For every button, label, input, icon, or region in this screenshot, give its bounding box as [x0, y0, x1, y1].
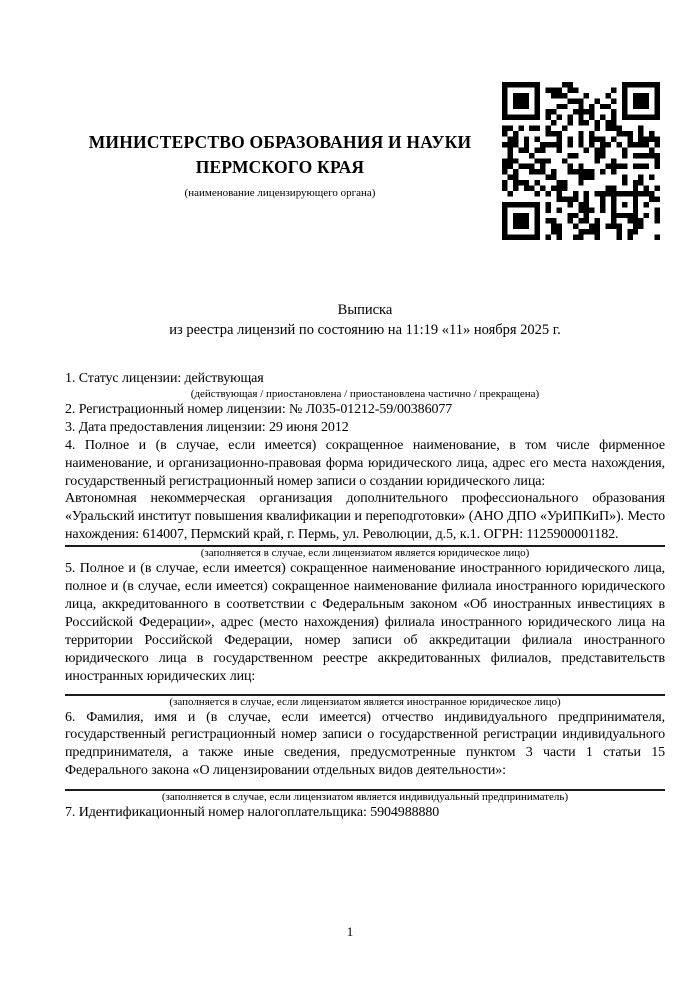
- ministry-name-line1: МИНИСТЕРСТВО ОБРАЗОВАНИЯ И НАУКИ: [88, 132, 472, 152]
- item-1-license-status: 1. Статус лицензии: действующая: [65, 371, 264, 386]
- item-4-caption: (заполняется в случае, если лицензиатом является юридическое лицо): [200, 547, 530, 560]
- document-title: [65, 300, 665, 340]
- item-1-caption: (действующая / приостановлена / приостановлена частично / прекращена): [190, 387, 540, 400]
- item-7-taxpayer-id: 7. Идентификационный номер налогоплательщика: 5904988880: [65, 805, 440, 821]
- item-4-legal-entity-value: Автономная некоммерческая организация дополнительного профессионального образования «Уральский институт повышения квалификации и переподготовки» (АНО ДПО «УрИПКиП»). Место нахождения: 614007, Пермский край, г. Пермь, ул. Революции, д.5, к.1. ОГРН: 1125900001182.: [65, 491, 665, 543]
- ministry-caption: (наименование лицензирующего органа): [184, 187, 376, 199]
- page-number: 1: [346, 924, 354, 939]
- item-5-foreign-entity: 5. Полное и (в случае, если имеется) сокращенное наименование иностранного юридического лица, полное и (в случае, если имеется) сокращенное наименование филиала иностранного юридического лица, аккредитованного в соответствии с Федеральным законом «Об иностранных инвестициях в Российской Федерации», адрес (место нахождения) филиала иностранного юридического лица на территории Российской Федерации, номер записи об аккредитации филиала иностранного юридического лица в государственном реестре аккредитованных филиалов, представительств иностранных юридических лиц:: [65, 561, 665, 684]
- ministry-name: [65, 130, 495, 180]
- item-2-registration-number: 2. Регистрационный номер лицензии: № Л035-01212-59/00386077: [65, 401, 453, 417]
- item-4-legal-entity-label: 4. Полное и (в случае, если имеется) сокращенное наименование, в том числе фирменное наименование, и организационно-правовая форма юридического лица, адрес его места нахождения, государственный регистрационный номер записи о создании юридического лица:: [65, 437, 665, 489]
- item-5-caption: (заполняется в случае, если лицензиатом является иностранное юридическое лицо): [169, 695, 561, 708]
- qr-code: [502, 82, 660, 240]
- ministry-name-line2: ПЕРМСКОГО КРАЯ: [195, 157, 365, 177]
- document-title-line2: из реестра лицензий по состоянию на 11:19 «11» ноября 2025 г.: [169, 322, 561, 338]
- document-body: [65, 370, 665, 822]
- licensing-authority-header: [65, 130, 495, 200]
- item-6-caption: (заполняется в случае, если лицензиатом является индивидуальный предприниматель): [161, 791, 569, 804]
- document-title-line1: Выписка: [337, 302, 393, 318]
- item-3-license-date: 3. Дата предоставления лицензии: 29 июня 2012: [65, 419, 349, 435]
- item-6-individual-entrepreneur: 6. Фамилия, имя и (в случае, если имеется) отчество индивидуального предпринимателя, государственный регистрационный номер записи о государственной регистрации индивидуального предпринимателя, а также иные сведения, предусмотренные пунктом 3 части 1 статьи 15 Федерального закона «О лицензировании отдельных видов деятельности»:: [65, 709, 665, 779]
